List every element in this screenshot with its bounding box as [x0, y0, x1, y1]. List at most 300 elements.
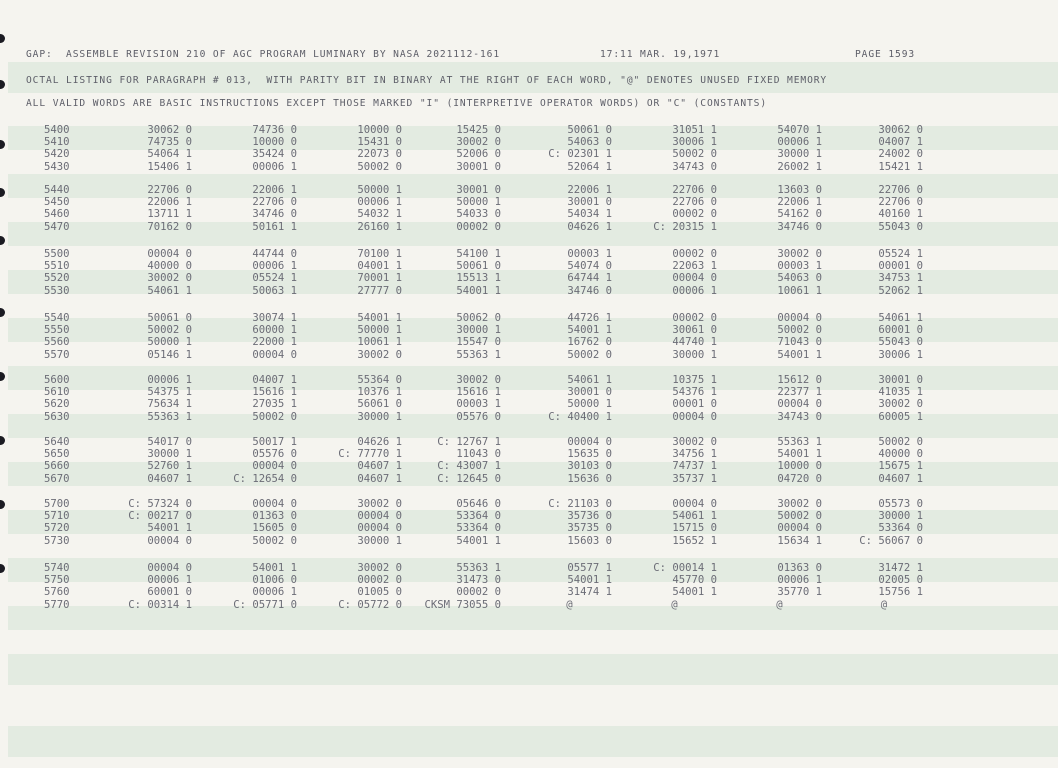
table-row	[0, 448, 1058, 460]
octal-word-cell: 04007 1	[252, 374, 297, 386]
octal-word-cell: 05573 0	[878, 498, 923, 510]
octal-word-cell: 13603 0	[777, 184, 822, 196]
table-row	[0, 136, 1058, 148]
octal-word-cell: 02005 0	[878, 574, 923, 587]
octal-word-cell: 35770 1	[777, 586, 822, 599]
octal-word-cell: 30000 1	[147, 448, 192, 461]
table-row	[0, 324, 1058, 336]
octal-word-cell: 54064 1	[147, 148, 192, 161]
octal-word-cell: C: 00014 1	[653, 562, 717, 574]
octal-word-cell: 54100 1	[456, 248, 501, 260]
octal-word-cell: 22073 0	[357, 148, 402, 161]
octal-word-cell: 11043 0	[456, 448, 501, 461]
octal-word-cell: 15406 1	[147, 160, 192, 173]
row-address: 5600	[44, 374, 70, 386]
row-address: 5510	[44, 260, 70, 273]
octal-word-cell: 15605 0	[252, 522, 297, 535]
octal-word-cell: 00003 1	[456, 398, 501, 411]
octal-word-cell: 01363 0	[252, 510, 297, 523]
octal-word-cell: 55363 1	[777, 436, 822, 448]
page-number: PAGE 1593	[855, 49, 916, 60]
octal-word-cell: 00004 0	[672, 410, 717, 423]
row-address: 5410	[44, 136, 70, 149]
octal-word-cell: 30000 1	[777, 148, 822, 161]
octal-word-cell: 34746 0	[567, 284, 612, 297]
octal-word-cell: 30001 0	[878, 374, 923, 386]
octal-word-cell: 34746 0	[777, 220, 822, 233]
octal-word-cell: 54061 1	[567, 374, 612, 386]
row-address: 5610	[44, 386, 70, 399]
octal-word-cell: 54074 0	[567, 260, 612, 273]
octal-word-cell: 50000 1	[357, 324, 402, 337]
octal-word-cell: 15652 1	[672, 534, 717, 547]
octal-word-cell: 31472 1	[878, 562, 923, 574]
octal-word-cell: 54001 1	[147, 522, 192, 535]
octal-word-cell: 50061 0	[567, 124, 612, 136]
octal-word-cell: 05576 0	[252, 448, 297, 461]
octal-word-cell: 00004 0	[777, 312, 822, 324]
octal-word-cell: 52062 1	[878, 284, 923, 297]
table-row	[0, 473, 1058, 485]
octal-word-cell: 70100 1	[357, 248, 402, 260]
octal-word-cell: 31473 0	[456, 574, 501, 587]
table-row	[0, 148, 1058, 160]
octal-word-cell: 00006 1	[357, 196, 402, 209]
octal-word-cell: 52006 0	[456, 148, 501, 161]
octal-word-cell: 30001 0	[456, 184, 501, 196]
feed-hole	[0, 34, 5, 43]
table-row	[0, 411, 1058, 423]
octal-word-cell: 22006 1	[777, 196, 822, 209]
octal-word-cell: 15675 1	[878, 460, 923, 473]
octal-word-cell: 54070 1	[777, 124, 822, 136]
row-address: 5530	[44, 284, 70, 297]
header-legend: ALL VALID WORDS ARE BASIC INSTRUCTIONS EXCEPT THOSE MARKED "I" (INTERPRETIVE OPERATOR WORDS) OR "C" (CONSTANTS)	[26, 98, 768, 109]
row-address: 5670	[44, 472, 70, 485]
table-row	[0, 260, 1058, 272]
row-address: 5650	[44, 448, 70, 461]
octal-word-cell: 15612 0	[777, 374, 822, 386]
row-address: 5400	[44, 124, 70, 136]
octal-word-cell: 53364 0	[456, 522, 501, 535]
octal-word-cell: 00002 0	[672, 248, 717, 260]
octal-word-cell: 30002 0	[777, 248, 822, 260]
octal-word-cell: 15616 1	[252, 386, 297, 399]
octal-word-cell: 13711 1	[147, 208, 192, 221]
octal-word-cell: C: 05771 0	[233, 598, 297, 611]
table-row	[0, 398, 1058, 410]
octal-word-cell: 34743 0	[777, 410, 822, 423]
octal-word-cell: 70001 1	[357, 272, 402, 285]
table-row	[0, 221, 1058, 233]
octal-word-cell: 30000 1	[357, 534, 402, 547]
octal-word-cell: 74736 0	[252, 124, 297, 136]
octal-word-cell: 15636 0	[567, 472, 612, 485]
octal-word-cell: 50000 1	[567, 398, 612, 411]
octal-word-cell: 00006 1	[252, 586, 297, 599]
table-row	[0, 498, 1058, 510]
octal-word-cell: 05646 0	[456, 498, 501, 510]
octal-word-cell: 10000 0	[777, 460, 822, 473]
octal-word-cell: 00003 1	[777, 260, 822, 273]
octal-word-cell: 30002 0	[357, 562, 402, 574]
row-address: 5700	[44, 498, 70, 510]
octal-word-cell: 30001 0	[567, 196, 612, 209]
octal-word-cell: 22006 1	[252, 184, 297, 196]
octal-word-cell: 05524 1	[252, 272, 297, 285]
octal-word-cell: 00006 1	[147, 374, 192, 386]
octal-word-cell: 54001 1	[456, 534, 501, 547]
octal-word-cell: 53364 0	[456, 510, 501, 523]
octal-word-cell: C: 00314 1	[128, 598, 192, 611]
octal-word-cell: 04607 1	[357, 460, 402, 473]
octal-word-cell: 04626 1	[357, 436, 402, 448]
octal-word-cell: 22706 0	[672, 184, 717, 196]
octal-word-cell: 41035 1	[878, 386, 923, 399]
octal-word-cell: 30001 0	[456, 160, 501, 173]
octal-word-cell: 44726 1	[567, 312, 612, 324]
octal-word-cell: 54033 0	[456, 208, 501, 221]
octal-word-cell: 54001 1	[567, 574, 612, 587]
octal-word-cell: 35736 0	[567, 510, 612, 523]
table-row	[0, 349, 1058, 361]
row-address: 5730	[44, 534, 70, 547]
octal-word-cell: C: 02301 1	[548, 148, 612, 161]
octal-word-cell: 00006 1	[777, 574, 822, 587]
octal-word-cell: C: 20315 1	[653, 220, 717, 233]
octal-word-cell: 50002 0	[777, 510, 822, 523]
row-address: 5620	[44, 398, 70, 411]
octal-word-cell: 50002 0	[567, 348, 612, 361]
octal-word-cell: 50063 1	[252, 284, 297, 297]
row-address: 5430	[44, 160, 70, 173]
table-row	[0, 436, 1058, 448]
octal-word-cell: 30002 0	[777, 498, 822, 510]
table-row	[0, 272, 1058, 284]
octal-word-cell: 04001 1	[357, 260, 402, 273]
octal-word-cell: 52760 1	[147, 460, 192, 473]
octal-word-cell: 00004 0	[252, 348, 297, 361]
octal-word-cell: 54032 1	[357, 208, 402, 221]
octal-word-cell: 70162 0	[147, 220, 192, 233]
octal-word-cell: 50002 0	[252, 534, 297, 547]
octal-word-cell: 50062 0	[456, 312, 501, 324]
octal-word-cell: 04607 1	[147, 472, 192, 485]
table-row	[0, 599, 1058, 611]
octal-word-cell: 40160 1	[878, 208, 923, 221]
octal-word-cell: 00001 0	[672, 398, 717, 411]
octal-word-cell: 35424 0	[252, 148, 297, 161]
octal-word-cell: 54162 0	[777, 208, 822, 221]
octal-word-cell: 50002 0	[357, 160, 402, 173]
octal-word-cell: C: 40400 1	[548, 410, 612, 423]
octal-word-cell: 54375 1	[147, 386, 192, 399]
table-row	[0, 460, 1058, 472]
octal-word-cell: 50061 0	[456, 260, 501, 273]
octal-word-cell: 30000 1	[878, 510, 923, 523]
octal-word-cell: 22706 0	[878, 184, 923, 196]
octal-word-cell: 30002 0	[147, 272, 192, 285]
octal-word-cell: 15547 0	[456, 336, 501, 349]
octal-word-cell: 40000 0	[878, 448, 923, 461]
octal-word-cell: 50002 0	[777, 324, 822, 337]
table-row	[0, 285, 1058, 297]
header-timestamp: 17:11 MAR. 19,1971	[600, 49, 721, 60]
octal-word-cell: 00004 0	[252, 460, 297, 473]
octal-word-cell: 54001 1	[777, 348, 822, 361]
octal-word-cell: 26002 1	[777, 160, 822, 173]
octal-word-cell: @	[671, 598, 678, 611]
octal-word-cell: 30002 0	[456, 136, 501, 149]
table-row	[0, 510, 1058, 522]
octal-word-cell: 50000 1	[456, 196, 501, 209]
table-row	[0, 535, 1058, 547]
octal-word-cell: 00002 0	[456, 220, 501, 233]
octal-word-cell: 00006 1	[147, 574, 192, 587]
octal-word-cell: C: 57324 0	[128, 498, 192, 510]
octal-word-cell: @	[776, 598, 783, 611]
row-address: 5560	[44, 336, 70, 349]
table-row	[0, 522, 1058, 534]
octal-word-cell: CKSM 73055 0	[424, 598, 501, 611]
octal-word-cell: 00004 0	[672, 498, 717, 510]
octal-word-cell: 50161 1	[252, 220, 297, 233]
octal-word-cell: C: 21103 0	[548, 498, 612, 510]
octal-word-cell: 04607 1	[878, 472, 923, 485]
octal-word-cell: 22063 1	[672, 260, 717, 273]
octal-word-cell: 04007 1	[878, 136, 923, 149]
octal-word-cell: 55363 1	[147, 410, 192, 423]
table-row	[0, 586, 1058, 598]
octal-word-cell: C: 12654 0	[233, 472, 297, 485]
octal-word-cell: C: 12767 1	[437, 436, 501, 448]
octal-word-cell: 00004 0	[357, 510, 402, 523]
octal-word-cell: 34746 0	[252, 208, 297, 221]
octal-word-cell: 71043 0	[777, 336, 822, 349]
octal-word-cell: 34753 1	[878, 272, 923, 285]
octal-word-cell: 54034 1	[567, 208, 612, 221]
octal-word-cell: 05146 1	[147, 348, 192, 361]
octal-word-cell: 00004 0	[147, 534, 192, 547]
octal-word-cell: @	[880, 598, 888, 611]
octal-word-cell: 24002 0	[878, 148, 923, 161]
table-row	[0, 184, 1058, 196]
octal-word-cell: 00002 0	[456, 586, 501, 599]
octal-word-cell: 55043 0	[878, 336, 923, 349]
octal-word-cell: 50061 0	[147, 312, 192, 324]
row-address: 5500	[44, 248, 70, 260]
octal-word-cell: 54001 1	[252, 562, 297, 574]
octal-word-cell: 30002 0	[672, 436, 717, 448]
octal-word-cell: 55363 1	[456, 348, 501, 361]
octal-word-cell: 30006 1	[672, 136, 717, 149]
octal-word-cell: 30062 0	[147, 124, 192, 136]
row-address: 5760	[44, 586, 70, 599]
row-address: 5440	[44, 184, 70, 196]
paper-band	[8, 654, 1058, 685]
octal-word-cell: 15756 1	[878, 586, 923, 599]
octal-word-cell: 22377 1	[777, 386, 822, 399]
row-address: 5630	[44, 410, 70, 423]
octal-word-cell: 10000 0	[357, 124, 402, 136]
octal-word-cell: 00004 0	[777, 398, 822, 411]
octal-word-cell: 26160 1	[357, 220, 402, 233]
octal-word-cell: 54017 0	[147, 436, 192, 448]
feed-hole	[0, 80, 5, 89]
table-row	[0, 386, 1058, 398]
octal-word-cell: 55043 0	[878, 220, 923, 233]
octal-word-cell: 15603 0	[567, 534, 612, 547]
octal-word-cell: 52064 1	[567, 160, 612, 173]
octal-word-cell: 00004 0	[567, 436, 612, 448]
octal-word-cell: C: 12645 0	[437, 472, 501, 485]
octal-word-cell: 15715 0	[672, 522, 717, 535]
row-address: 5550	[44, 324, 70, 337]
row-address: 5470	[44, 220, 70, 233]
octal-word-cell: 55363 1	[456, 562, 501, 574]
octal-word-cell: 01363 0	[777, 562, 822, 574]
octal-word-cell: 50002 0	[878, 436, 923, 448]
octal-word-cell: 45770 0	[672, 574, 717, 587]
octal-word-cell: 54376 1	[672, 386, 717, 399]
row-address: 5520	[44, 272, 70, 285]
octal-word-cell: 15635 0	[567, 448, 612, 461]
octal-word-cell: 74737 1	[672, 460, 717, 473]
octal-word-cell: 35735 0	[567, 522, 612, 535]
octal-word-cell: 60005 1	[878, 410, 923, 423]
octal-word-cell: C: 56067 0	[859, 534, 923, 547]
header-title: GAP: ASSEMBLE REVISION 210 OF AGC PROGRAM LUMINARY BY NASA 2021112-161	[26, 49, 500, 60]
octal-word-cell: 44744 0	[252, 248, 297, 260]
octal-word-cell: 30001 0	[567, 386, 612, 399]
octal-word-cell: 00004 0	[357, 522, 402, 535]
octal-word-cell: 54061 1	[878, 312, 923, 324]
octal-word-cell: 34743 0	[672, 160, 717, 173]
row-address: 5770	[44, 598, 70, 611]
row-address: 5740	[44, 562, 70, 574]
row-address: 5460	[44, 208, 70, 221]
octal-word-cell: 56061 0	[357, 398, 402, 411]
octal-word-cell: 22000 1	[252, 336, 297, 349]
octal-word-cell: 05524 1	[878, 248, 923, 260]
octal-word-cell: 00006 1	[252, 160, 297, 173]
octal-word-cell: 50000 1	[357, 184, 402, 196]
octal-word-cell: 54001 1	[567, 324, 612, 337]
octal-word-cell: 10061 1	[357, 336, 402, 349]
octal-word-cell: 00004 0	[147, 562, 192, 574]
octal-word-cell: 22706 0	[252, 196, 297, 209]
octal-word-cell: 00004 0	[672, 272, 717, 285]
octal-word-cell: 15425 0	[456, 124, 501, 136]
octal-word-cell: 54061 1	[672, 510, 717, 523]
octal-word-cell: 10375 1	[672, 374, 717, 386]
octal-word-cell: 00004 0	[777, 522, 822, 535]
octal-word-cell: 30061 0	[672, 324, 717, 337]
octal-word-cell: 00002 0	[672, 208, 717, 221]
octal-word-cell: 30000 1	[357, 410, 402, 423]
octal-word-cell: 31474 1	[567, 586, 612, 599]
table-row	[0, 574, 1058, 586]
octal-word-cell: C: 00217 0	[128, 510, 192, 523]
header-paragraph-info: OCTAL LISTING FOR PARAGRAPH # 013, WITH PARITY BIT IN BINARY AT THE RIGHT OF EACH WORD, "@" DENOTES UNUSED FIXED MEMORY	[26, 75, 828, 86]
octal-word-cell: 54001 1	[456, 284, 501, 297]
octal-word-cell: 22706 0	[878, 196, 923, 209]
octal-word-cell: 50002 0	[252, 410, 297, 423]
table-row	[0, 248, 1058, 260]
octal-word-cell: 30006 1	[878, 348, 923, 361]
octal-word-cell: 30000 1	[456, 324, 501, 337]
octal-word-cell: 44740 1	[672, 336, 717, 349]
octal-word-cell: 04626 1	[567, 220, 612, 233]
octal-word-cell: 30002 0	[878, 398, 923, 411]
row-address: 5640	[44, 436, 70, 448]
octal-word-cell: 00003 1	[567, 248, 612, 260]
octal-word-cell: 75634 1	[147, 398, 192, 411]
octal-word-cell: 54061 1	[147, 284, 192, 297]
octal-word-cell: 54001 1	[357, 312, 402, 324]
octal-word-cell: 04607 1	[357, 472, 402, 485]
octal-word-cell: 53364 0	[878, 522, 923, 535]
octal-word-cell: 00006 1	[252, 260, 297, 273]
row-address: 5570	[44, 348, 70, 361]
octal-word-cell: 30062 0	[878, 124, 923, 136]
table-row	[0, 208, 1058, 220]
octal-word-cell: 15513 1	[456, 272, 501, 285]
octal-word-cell: 54001 1	[672, 586, 717, 599]
octal-word-cell: 30074 1	[252, 312, 297, 324]
octal-word-cell: 22006 1	[567, 184, 612, 196]
octal-word-cell: 40000 0	[147, 260, 192, 273]
octal-word-cell: 10061 1	[777, 284, 822, 297]
octal-word-cell: 05577 1	[567, 562, 612, 574]
table-row	[0, 124, 1058, 136]
octal-word-cell: 35737 1	[672, 472, 717, 485]
octal-word-cell: 30002 0	[357, 348, 402, 361]
octal-word-cell: 00001 0	[878, 260, 923, 273]
octal-word-cell: 50017 1	[252, 436, 297, 448]
table-row	[0, 312, 1058, 324]
octal-word-cell: 55364 0	[357, 374, 402, 386]
octal-word-cell: 00006 1	[672, 284, 717, 297]
table-row	[0, 562, 1058, 574]
row-address: 5450	[44, 196, 70, 209]
octal-word-cell: 50002 0	[147, 324, 192, 337]
feed-hole	[0, 236, 5, 245]
octal-word-cell: 54063 0	[567, 136, 612, 149]
octal-word-cell: 60000 1	[252, 324, 297, 337]
octal-word-cell: C: 05772 0	[338, 598, 402, 611]
octal-word-cell: 10000 0	[252, 136, 297, 149]
octal-word-cell: 27777 0	[357, 284, 402, 297]
octal-word-cell: 15616 1	[456, 386, 501, 399]
row-address: 5720	[44, 522, 70, 535]
octal-word-cell: @	[566, 598, 573, 611]
octal-word-cell: 50002 0	[672, 148, 717, 161]
table-row	[0, 196, 1058, 208]
octal-word-cell: 04720 0	[777, 472, 822, 485]
octal-word-cell: 00004 0	[252, 498, 297, 510]
octal-word-cell: 54001 1	[777, 448, 822, 461]
octal-word-cell: 00002 0	[357, 574, 402, 587]
octal-word-cell: 05576 0	[456, 410, 501, 423]
row-address: 5750	[44, 574, 70, 587]
octal-word-cell: 22706 0	[147, 184, 192, 196]
row-address: 5660	[44, 460, 70, 473]
octal-word-cell: 22706 0	[672, 196, 717, 209]
octal-word-cell: 31051 1	[672, 124, 717, 136]
table-row	[0, 374, 1058, 386]
octal-word-cell: C: 77770 1	[338, 448, 402, 461]
